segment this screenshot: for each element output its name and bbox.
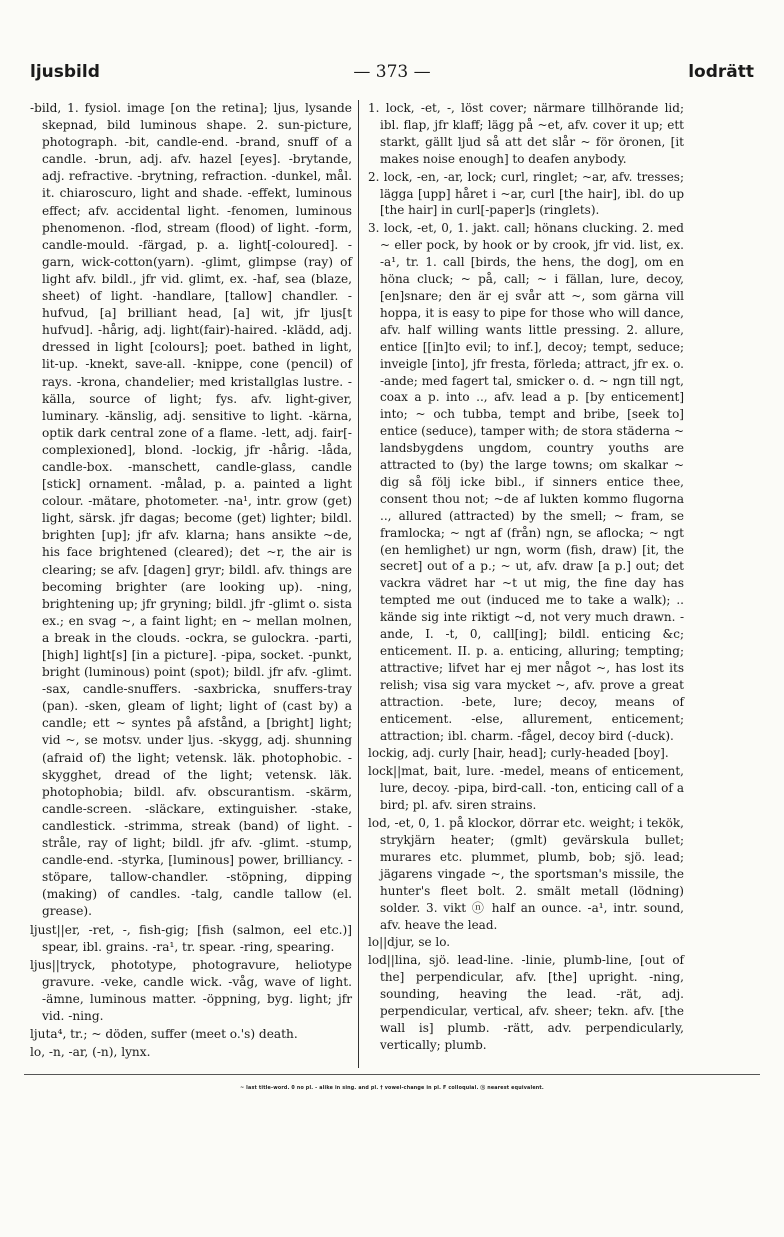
entry-ljustryck: ljus||tryck, phototype, photogravure, heliotype gravure. -veke, candle wick. -våg, wave of light. -ämne, luminous matter. -öppning, byg. light; jfr vid. -ning. [30, 957, 352, 1023]
entry-lock-3: 3. lock, -et, 0, 1. jakt. call; hönans clucking. 2. med ~ eller pock, by hook or by crook, jfr vid. list, ex. -a¹, tr. 1. call [birds, the hens, the dog], om en höna cluck; ~ på, call; ~ i fällan, lure, decoy, [en]snare; den är ej svår att ~, som gärna vill hoppa, it is easy to pipe for those who will dance, afv. half willing wants little pressing. 2. allure, entice [[in]to evil; to inf.], decoy; tempt, seduce; inveigle [into], jfr fresta, förleda; attract, jfr ex. o. -ande; med fagert tal, smicker o. d. ~ ngn till ngt, coax a p. into .., afv. lead a p. [by enticement] into; ~ och tubba, tempt and bribe, [seek to] entice (seduce), tamper with; de stora städerna ~ landsbygdens ungdom, country youths are attracted to (by) the large towns; om skalkar ~ dig så följ icke bibl., if sinners entice thee, consent thou not; ~de af lukten kommo flugorna .., allured (attracted) by the smell; ~ fram, se framlocka; ~ ngt af (från) ngn, se aflocka; ~ ngt (en hemlighet) ur ngn, worm (fish, draw) [it, the secret] out of a p.; ~ ut, afv. draw [a p.] out; det vackra vädret har ~t ut mig, the fine day has tempted me out (induced me to take a walk); .. kände sig inte riktigt ~d, not very much drawn. -ande, I. -t, 0, call[ing]; bildl. enticing &c; enticement. II. p. a. enticing, alluring; tempting; attractive; lifvet har ej mer något ~, has lost its relish; visa sig vara mycket ~, afv. prove a great attraction. -bete, lure; decoy, means of enticement. -else, allurement, enticement; attraction; ibl. charm. -fågel, decoy bird (-duck). [368, 221, 684, 743]
entry-lock-1: 1. lock, -et, -, löst cover; närmare tillhörande lid; ibl. flap, jfr klaff; lägg på ~et, afv. cover it up; ett starkt, gällt ljud så att det slår ~ för öronen, [it makes noise enough] to deafen anybody. [368, 101, 684, 166]
entry-lockig: lockig, adj. curly [hair, head]; curly-headed [boy]. [368, 746, 669, 761]
page-number: — 373 — [353, 62, 431, 82]
column-divider [358, 100, 359, 1068]
header-first-word: ljusbild [30, 62, 100, 82]
entry-lodlina: lod||lina, sjö. lead-line. -linie, plumb-line, [out of the] perpendicular, afv. [the] upright. -ning, sounding, heaving the lead. -rät, adj. perpendicular, vertical, afv. sheer; tekn. afv. [the wall is] plumb. -rätt, adv. perpendicularly, vertically; plumb. [368, 953, 684, 1052]
entry-lod: lod, -et, 0, 1. på klockor, dörrar etc. weight; i tekök, strykjärn heater; (gmlt) gevärskula bullet; murares etc. plummet, plumb, bob; sjö. lead; jägarens vingade ~, the sportsman's missile, the hunter's fleet bolt. 2. smält metall (lödning) solder. 3. vikt ⓝ half an ounce. -a¹, intr. sound, afv. heave the lead. [368, 816, 684, 932]
running-header [0, 62, 784, 88]
left-column [30, 100, 352, 1061]
header-last-word: lodrätt [688, 62, 754, 82]
right-column [368, 100, 684, 1054]
entry-lodjur: lo||djur, se lo. [368, 935, 451, 950]
entry-lock-2: 2. lock, -en, -ar, lock; curl, ringlet; ~ar, afv. tresses; lägga [upp] håret i ~ar, curl [the hair], ibl. do up [the hair] in curl[-paper]s (ringlets). [368, 169, 684, 218]
entry-ljuster: ljust||er, -ret, -, fish-gig; [fish (salmon, eel etc.)] spear, ibl. grains. -ra¹, tr. spear. -ring, spearing. [30, 922, 352, 954]
entry-lockmat: lock||mat, bait, lure. -medel, means of enticement, lure, decoy. -pipa, bird-call. -ton, enticing call of a bird; pl. afv. siren strains. [368, 764, 684, 813]
entry-lo: lo, -n, -ar, (-n), lynx. [30, 1045, 151, 1060]
entry-ljuta: ljuta⁴, tr.; ~ döden, suffer (meet o.'s) death. [30, 1027, 298, 1042]
footer-divider [24, 1074, 760, 1075]
entry-ljus-compounds: -bild, 1. fysiol. image [on the retina]; ljus, lysande skepnad, bild luminous shape. 2. sun-picture, photograph. -bit, candle-end. -brand, snuff of a candle. -brun, adj. afv. hazel [eyes]. -brytande, adj. refractive. -brytning, refraction. -dunkel, mål. it. chiaroscuro, light and shade. -effekt, luminous effect; afv. accidental light. -fenomen, luminous phenomenon. -flod, stream (flood) of light. -form, candle-mould. -färgad, p. a. light[-coloured]. -garn, wick-cotton(yarn). -glimt, glimpse (ray) of light afv. bildl., jfr vid. glimt, ex. -haf, sea (blaze, sheet) of light. -handlare, [tallow] chandler. -hufvud, [a] brilliant head, [a] wit, jfr ljus[t hufvud]. -hårig, adj. light(fair)-haired. -klädd, adj. dressed in light [colours]; poet. bathed in light, lit-up. -knekt, save-all. -knippe, cone (pencil) of rays. -krona, chandelier; med kristallglas lustre. -källa, source of light; fys. afv. light-giver, luminary. -känslig, adj. sensitive to light. -kärna, optik dark central zone of a flame. -lett, adj. fair[-complexioned], blond. -lockig, jfr -hårig. -låda, candle-box. -manschett, candle-glass, candle [stick] ornament. -målad, p. a. painted a light colour. -mätare, photometer. -na¹, intr. grow (get) light, särsk. jfr dagas; become (get) lighter; bildl. brighten [up]; jfr afv. klarna; hans ansikte ~de, his face brightened (cleared); det ~r, the air is clearing; se afv. [dagen] gryr; bildl. afv. things are becoming brighter (are looking up). -ning, brightening up; jfr gryning; bildl. jfr -glimt o. sista ex.; en svag ~, a faint light; en ~ mellan molnen, a break in the clouds. -ockra, se gulockra. -parti, [high] light[s] [in a picture]. -pipa, socket. -punkt, bright (luminous) point (spot); bildl. jfr afv. -glimt. -sax, candle-snuffers. -saxbricka, snuffers-tray (pan). -sken, gleam of light; light of (cast by) a candle; ett ~ syntes på afstånd, a [bright] light; vid ~, se motsv. under ljus. -skygg, adj. shunning (afraid of) the light; vetensk. läk. photophobic. -skygghet, dread of the light; vetensk. läk. photophobia; bildl. afv. obscurantism. -skärm, candle-screen. -släckare, extinguisher. -stake, candlestick. -strimma, streak (band) of light. -stråle, ray of light; bildl. jfr afv. -glimt. -stump, candle-end. -styrka, [luminous] power, brilliancy. -stöpare, tallow-chandler. -stöpning, dipping (making) of candles. -talg, candle tallow (el. grease). [30, 101, 352, 919]
abbreviation-key: ~ last title-word. 0 no pl. - alike in sing. and pl. † vowel-change in pl. F colloquial. ⓝ nearest equivalent. [240, 1086, 544, 1091]
